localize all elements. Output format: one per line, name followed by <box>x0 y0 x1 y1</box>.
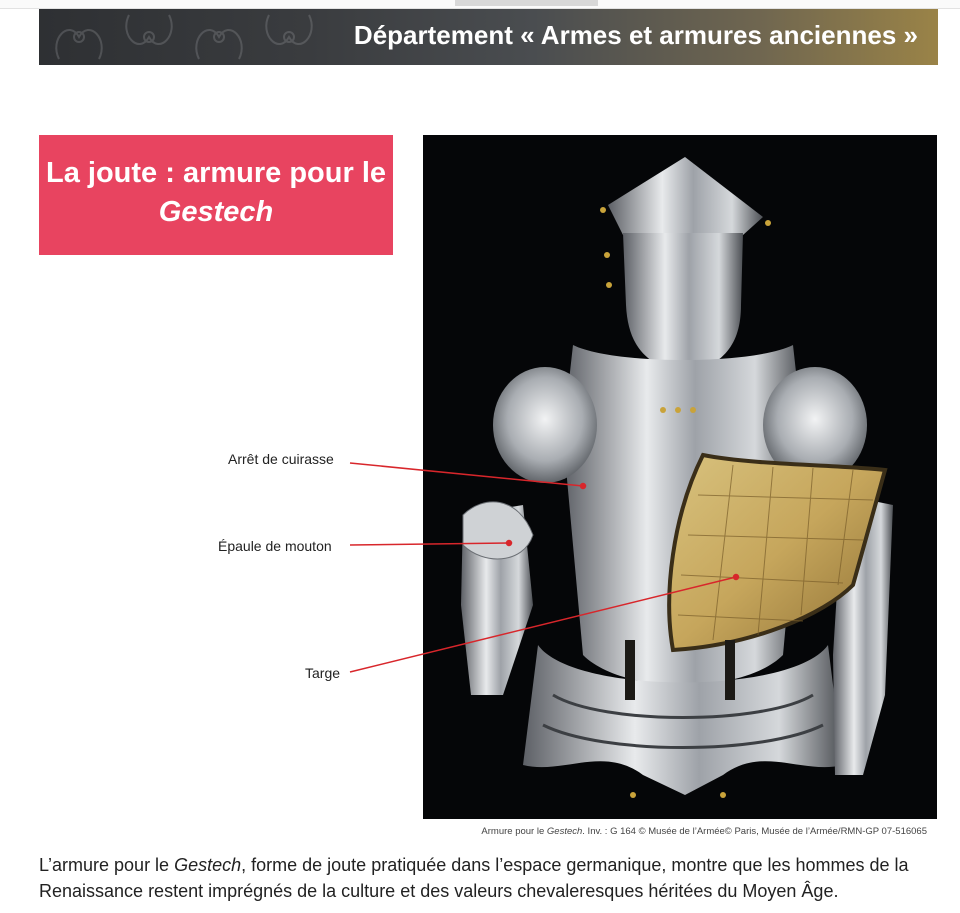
heading-emphasis: Gestech <box>158 196 274 228</box>
browser-top-strip <box>0 0 960 9</box>
photo-caption <box>481 826 927 837</box>
damask-pattern <box>39 9 339 65</box>
paragraph-suffix: , forme de joute pratiquée dans l’espace germanique, montre que les hommes de la Renaissance restent imprégnés de la culture et des valeurs chevaleresques héritées du Moyen Âge. <box>39 855 909 901</box>
department-banner <box>39 9 938 65</box>
section-heading <box>39 135 393 255</box>
body-paragraph <box>39 852 944 904</box>
scrollbar-tab[interactable] <box>455 0 598 6</box>
paragraph-emphasis: Gestech <box>174 855 242 875</box>
paragraph-prefix: L’armure pour le <box>39 855 175 875</box>
banner-title: Département « Armes et armures anciennes » <box>353 20 918 50</box>
armor-photo <box>423 135 937 819</box>
label-arret-de-cuirasse: Arrêt de cuirasse <box>228 451 334 467</box>
armor-illustration <box>423 135 937 819</box>
caption-emphasis: Gestech <box>546 826 583 837</box>
label-targe: Targe <box>305 665 341 681</box>
caption-prefix: Armure pour le <box>481 826 547 837</box>
label-epaule-de-mouton: Épaule de mouton <box>218 538 332 554</box>
caption-suffix: . Inv. : G 164 © Musée de l’Armée© Paris, Musée de l’Armée/RMN-GP 07-516065 <box>582 826 927 837</box>
heading-text: La joute : armure pour le <box>46 157 386 189</box>
